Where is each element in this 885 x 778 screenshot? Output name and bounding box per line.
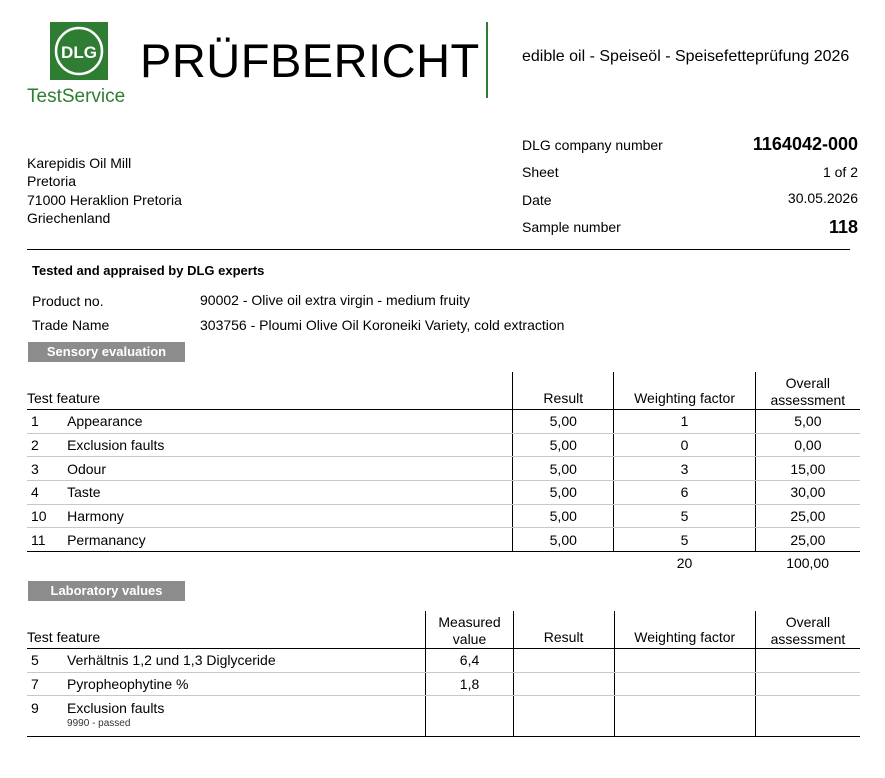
col-overall: Overall assessment (755, 611, 860, 649)
company-number-label: DLG company number (522, 137, 663, 153)
table-row (27, 528, 860, 552)
table-row (27, 433, 860, 457)
table-row (27, 457, 860, 481)
sample-number-label: Sample number (522, 219, 621, 235)
row-weight: 3 (614, 457, 755, 481)
row-feature: Odour (67, 457, 513, 481)
table-row (27, 696, 860, 737)
trade-name-value: 303756 - Ploumi Olive Oil Koroneiki Variety, cold extraction (200, 317, 565, 333)
total-overall: 100,00 (786, 555, 830, 572)
row-result (513, 672, 614, 696)
row-number: 3 (27, 457, 67, 481)
trade-name-label: Trade Name (32, 317, 110, 333)
row-feature: Verhältnis 1,2 und 1,3 Diglyceride (67, 649, 426, 673)
row-result: 5,00 (513, 528, 614, 552)
address-line: Griechenland (27, 209, 111, 226)
sheet-value: 1 of 2 (822, 164, 858, 180)
row-result: 5,00 (513, 457, 614, 481)
col-weighting: Weighting factor (614, 372, 755, 410)
address-line: 71000 Heraklion Pretoria (27, 191, 182, 208)
product-label: Product no. (32, 293, 104, 309)
row-result: 5,00 (513, 504, 614, 528)
report-subtitle: edible oil - Speiseöl - Speisefetteprüfung 2026 (522, 48, 850, 65)
row-weight: 5 (614, 504, 755, 528)
row-result (513, 649, 614, 673)
row-measured: 1,8 (426, 672, 513, 696)
row-feature: Pyropheophytine % (67, 672, 426, 696)
date-label: Date (522, 192, 552, 208)
report-title: PRÜFBERICHT (140, 34, 480, 87)
row-overall: 0,00 (755, 433, 860, 457)
totals-row (27, 552, 860, 575)
date-value: 30.05.2026 (787, 190, 858, 206)
row-feature: Exclusion faults (67, 700, 165, 717)
tested-by: Tested and appraised by DLG experts (32, 263, 265, 278)
logo-subtitle: TestService (27, 86, 126, 107)
product-value: 90002 - Olive oil extra virgin - medium fruity (200, 292, 470, 308)
row-feature: Exclusion faults (67, 433, 513, 457)
row-overall: 30,00 (755, 481, 860, 505)
row-note: 9990 - passed (67, 718, 131, 730)
sheet-label: Sheet (522, 164, 559, 180)
row-weight: 5 (614, 528, 755, 552)
laboratory-tab: Laboratory values (28, 581, 185, 601)
row-number: 4 (27, 481, 67, 505)
col-test-feature: Test feature (27, 372, 513, 410)
row-measured: 6,4 (426, 649, 513, 673)
laboratory-table (27, 611, 860, 737)
col-test-feature: Test feature (27, 611, 426, 649)
logo-text: DLG (61, 43, 97, 62)
row-number: 5 (27, 649, 67, 673)
address-block (27, 154, 182, 227)
row-weight (614, 696, 755, 737)
address-line: Karepidis Oil Mill (27, 155, 132, 171)
row-overall: 15,00 (755, 457, 860, 481)
row-number: 7 (27, 672, 67, 696)
col-overall: Overall assessment (755, 372, 860, 410)
row-overall: 25,00 (755, 504, 860, 528)
row-weight (614, 672, 755, 696)
row-overall (755, 672, 860, 696)
row-weight: 0 (614, 433, 755, 457)
row-result: 5,00 (513, 410, 614, 434)
header-separator (27, 249, 850, 250)
sensory-tab: Sensory evaluation (28, 342, 185, 362)
header-divider (486, 22, 488, 98)
company-number-value: 1164042-000 (752, 134, 858, 154)
table-row (27, 649, 860, 673)
row-result: 5,00 (513, 481, 614, 505)
row-feature: Harmony (67, 504, 513, 528)
row-overall (755, 696, 860, 737)
row-number: 11 (27, 528, 67, 552)
col-result: Result (513, 611, 614, 649)
sample-number-value: 118 (828, 217, 858, 237)
row-weight (614, 649, 755, 673)
row-overall (755, 649, 860, 673)
row-number: 1 (27, 410, 67, 434)
row-feature: Appearance (67, 410, 513, 434)
table-row (27, 410, 860, 434)
table-row (27, 481, 860, 505)
row-number: 2 (27, 433, 67, 457)
table-row (27, 672, 860, 696)
address-line: Pretoria (27, 173, 77, 190)
col-measured: Measured value (426, 611, 513, 649)
row-measured (426, 696, 513, 737)
row-overall: 5,00 (755, 410, 860, 434)
row-weight: 1 (614, 410, 755, 434)
row-overall: 25,00 (755, 528, 860, 552)
total-weight: 20 (676, 555, 693, 572)
dlg-logo (50, 22, 108, 80)
row-result: 5,00 (513, 433, 614, 457)
row-weight: 6 (614, 481, 755, 505)
row-feature: Taste (67, 481, 513, 505)
table-row (27, 504, 860, 528)
col-weighting: Weighting factor (614, 611, 755, 649)
row-result (513, 696, 614, 737)
row-number: 10 (27, 504, 67, 528)
col-result: Result (513, 372, 614, 410)
sensory-table (27, 372, 860, 575)
row-feature-cell (67, 696, 426, 737)
row-number: 9 (27, 696, 67, 737)
row-feature: Permanancy (67, 528, 513, 552)
